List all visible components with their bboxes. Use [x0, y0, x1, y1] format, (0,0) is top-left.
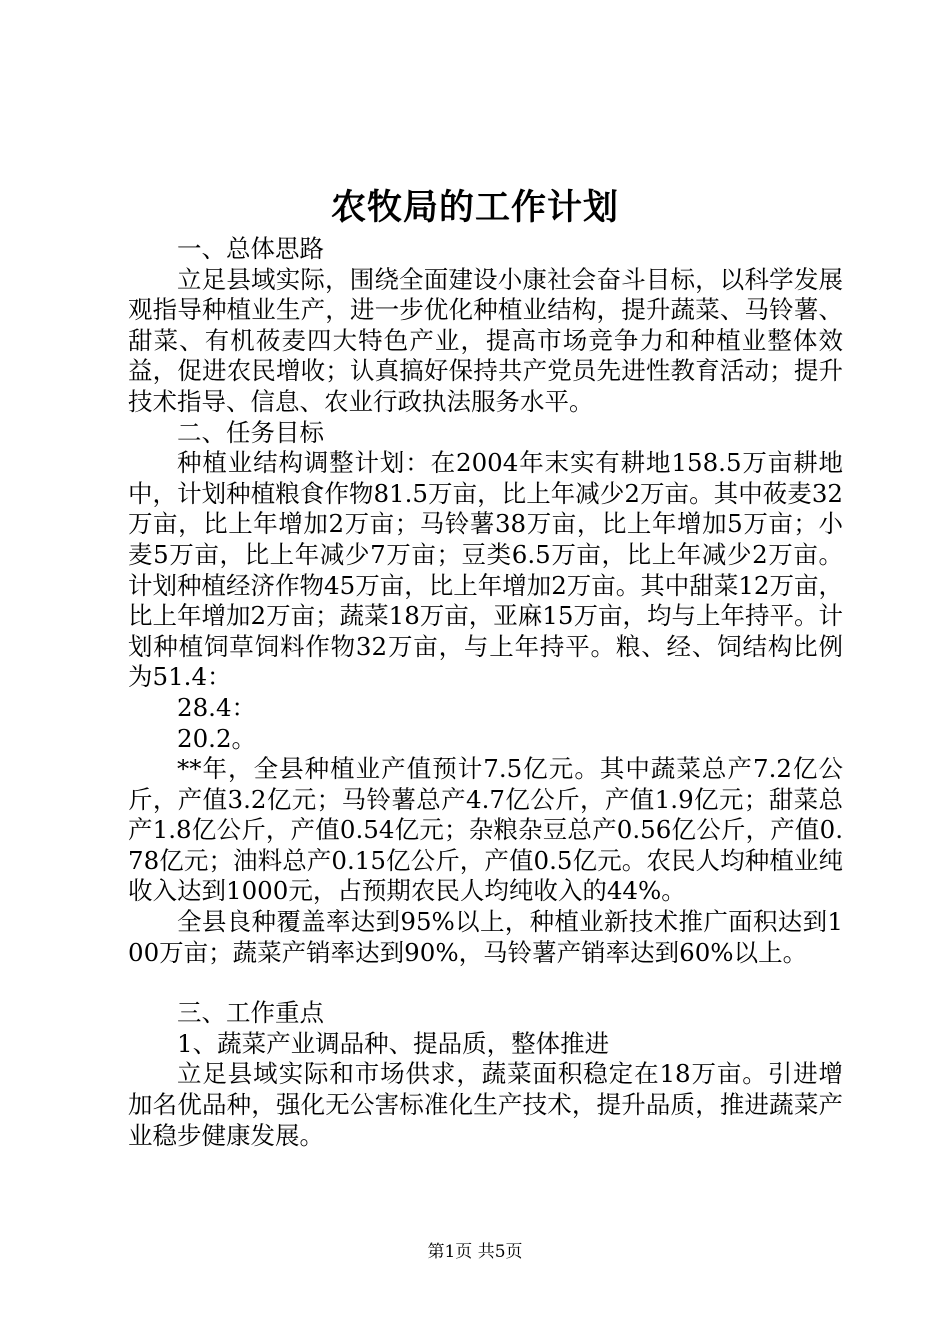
- paragraph-vegetable-industry: 立足县域实际和市场供求，蔬菜面积稳定在18万亩。引进增加名优品种，强化无公害标准化生产技术，提升品质，推进蔬菜产业稳步健康发展。: [128, 1059, 843, 1150]
- paragraph-seed-coverage: 全县良种覆盖率达到95%以上，种植业新技术推广面积达到100万亩；蔬菜产销率达到90%，马铃薯产销率达到60%以上。: [128, 907, 843, 967]
- paragraph-output-value: **年，全县种植业产值预计7.5亿元。其中蔬菜总产7.2亿公斤，产值3.2亿元；马铃薯总产4.7亿公斤，产值1.9亿元；甜菜总产1.8亿公斤，产值0.54亿元；杂粮杂豆总产0.56亿公斤，产值0.78亿元；油料总产0.15亿公斤，产值0.5亿元。农民人均种植业纯收入达到1000元，占预期农民人均纯收入的44%。: [128, 754, 843, 906]
- page-footer: 第1页 共5页: [427, 1242, 523, 1262]
- document-title: 农牧局的工作计划: [330, 187, 619, 228]
- subheading-vegetable-industry: 1、蔬菜产业调品种、提品质，整体推进: [177, 1028, 610, 1058]
- section-heading-work-focus: 三、工作重点: [177, 998, 324, 1028]
- paragraph-ratio-part-3: 20.2。: [177, 723, 257, 753]
- paragraph-planting-structure: 种植业结构调整计划：在2004年末实有耕地158.5万亩耕地中，计划种植粮食作物81.5万亩，比上年减少2万亩。其中莜麦32万亩，比上年增加2万亩；马铃薯38万亩，比上年增加5万亩；小麦5万亩，比上年减少7万亩；豆类6.5万亩，比上年减少2万亩。计划种植经济作物45万亩，比上年增加2万亩。其中甜菜12万亩，比上年增加2万亩；蔬菜18万亩，亚麻15万亩，均与上年持平。计划种植饲草饲料作物32万亩，与上年持平。粮、经、饲结构比例为51.4：: [128, 448, 843, 692]
- paragraph-ratio-part-2: 28.4：: [177, 692, 257, 722]
- document-body: [128, 234, 843, 1151]
- paragraph-overall-approach: 立足县域实际，围绕全面建设小康社会奋斗目标，以科学发展观指导种植业生产，进一步优化种植业结构，提升蔬菜、马铃薯、甜菜、有机莜麦四大特色产业，提高市场竞争力和种植业整体效益，促进农民增收；认真搞好保持共产党员先进性教育活动；提升技术指导、信息、农业行政执法服务水平。: [128, 264, 843, 416]
- section-heading-task-goals: 二、任务目标: [177, 417, 324, 447]
- section-heading-overall-approach: 一、总体思路: [177, 234, 324, 263]
